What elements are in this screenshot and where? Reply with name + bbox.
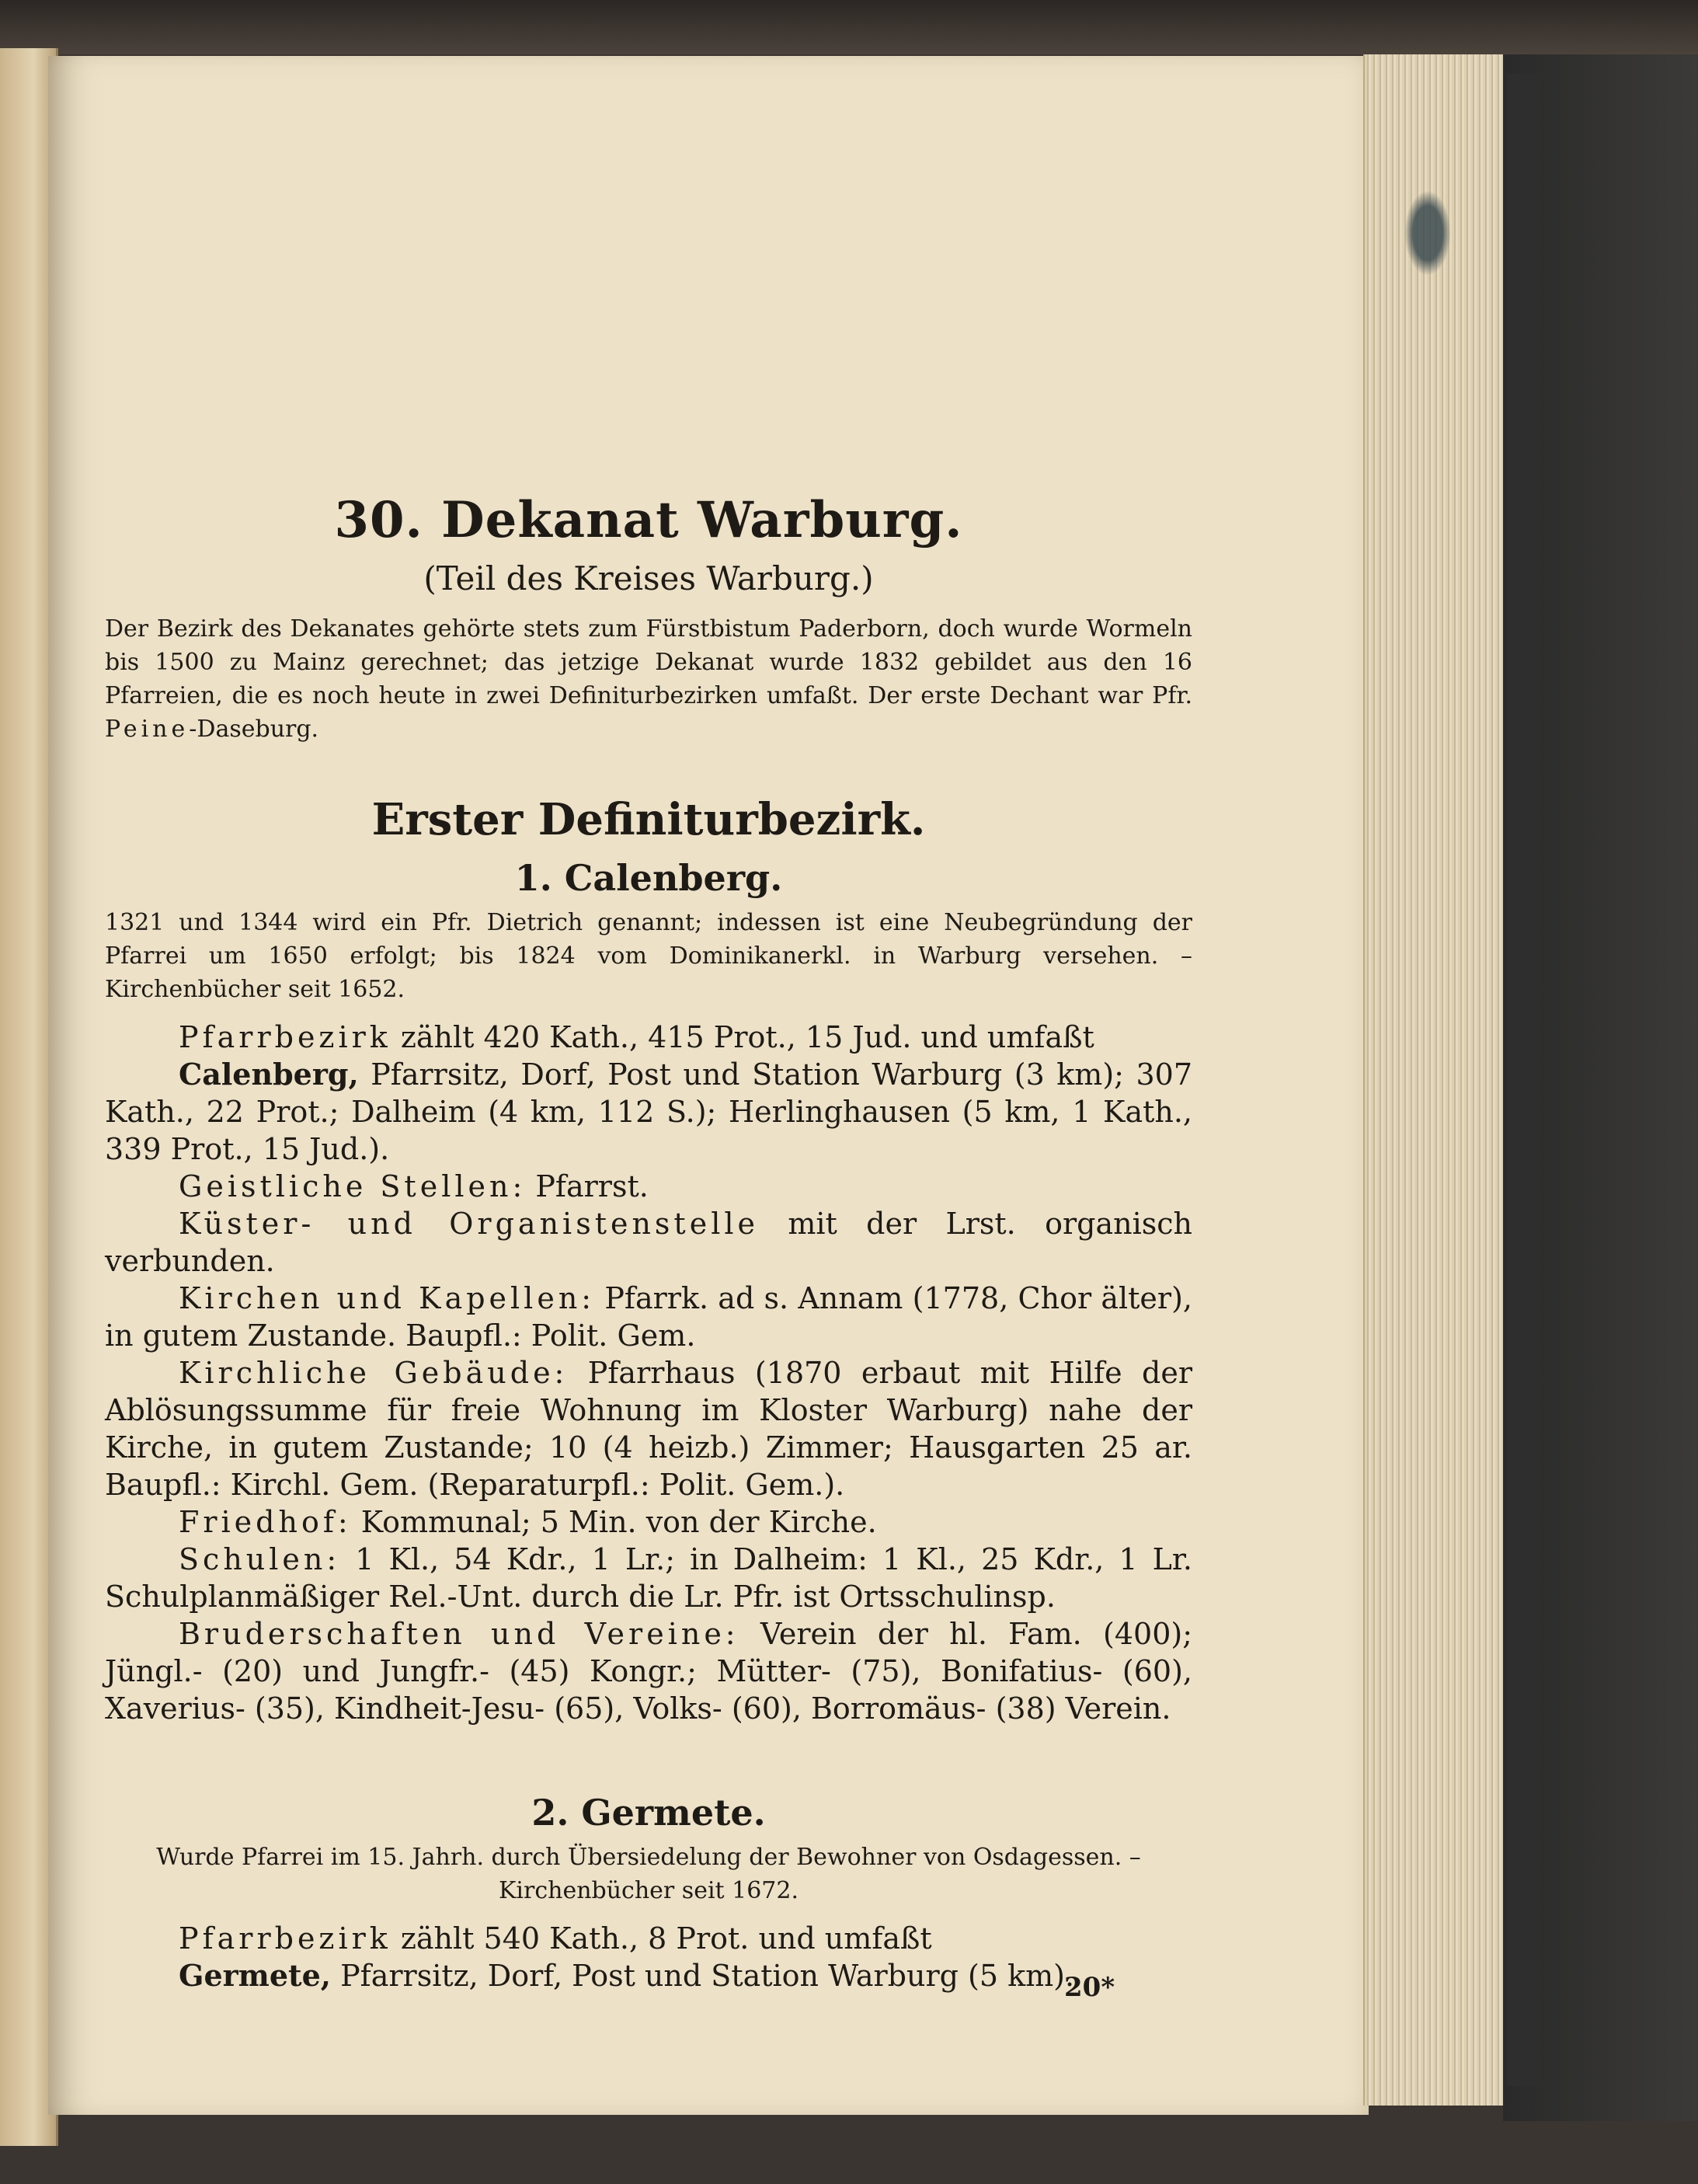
- history-calenberg: 1321 und 1344 wird ein Pfr. Dietrich genannt; indessen ist eine Neubegründung der Pfarrei um 1650 erfolgt; bis 1824 vom Dominikanerkl. in Warburg versehen. – Kirchenbücher seit 1652.: [105, 909, 1192, 1003]
- intro-name: Peine: [105, 716, 190, 743]
- pfarrbezirk-germete: [105, 1920, 1192, 1957]
- schulen-label: Schulen:: [179, 1542, 341, 1576]
- schulen-text: 1 Kl., 54 Kdr., 1 Lr.; in Dalheim: 1 Kl., 25 Kdr., 1 Lr. Schulplanmäßiger Rel.-Unt. durch die Lr. Pfr. ist Ortsschulinsp.: [105, 1542, 1192, 1614]
- intro-text-a: Der Bezirk des Dekanates gehörte stets zum Fürstbistum Paderborn, doch wurde Wormeln bis 1500 zu Mainz gerechnet; das jetzige Dekanat wurde 1832 gebildet aus den 16 Pfarreien, die es noch heute in zwei Definiturbezirken umfaßt. Der erste Dechant war Pfr.: [105, 615, 1192, 709]
- pfarrbezirk-label: Pfarrbezirk: [179, 1020, 391, 1054]
- stellen-calenberg: [105, 1168, 1192, 1205]
- pfarrbezirk-text: zählt 420 Kath., 415 Prot., 15 Jud. und umfaßt: [391, 1020, 1094, 1054]
- gebaeude-text: Pfarrhaus (1870 erbaut mit Hilfe der Ablösungssumme für freie Wohnung im Kloster Warburg) nahe der Kirche, in gutem Zustande; 10 (4 heizb.) Zimmer; Hausgarten 25 ar. Baupfl.: Kirchl. Gem. (Reparaturpfl.: Polit. Gem.).: [105, 1356, 1192, 1502]
- book-cover-inner: [1507, 74, 1542, 2086]
- place-calenberg: [105, 1056, 1192, 1168]
- gebaeude-label: Kirchliche Gebäude:: [179, 1356, 569, 1390]
- schulen-calenberg: [105, 1541, 1192, 1615]
- kirchen-label: Kirchen und Kapellen:: [179, 1281, 596, 1315]
- intro-paragraph: [105, 612, 1192, 746]
- friedhof-text: Kommunal; 5 Min. von der Kirche.: [351, 1505, 877, 1539]
- parish-title-germete: 2. Germete.: [531, 1792, 766, 1834]
- pfarrbezirk-calenberg: [105, 1019, 1192, 1056]
- vereine-label: Bruderschaften und Vereine:: [179, 1617, 739, 1651]
- vereine-calenberg: [105, 1615, 1192, 1727]
- page-subtitle: (Teil des Kreises Warburg.): [423, 559, 874, 597]
- kuester-text: mit der Lrst. organisch verbunden.: [105, 1207, 1192, 1278]
- friedhof-label: Friedhof:: [179, 1505, 352, 1539]
- page-number: 20*: [1064, 1972, 1115, 2003]
- page-stack-edges: [1363, 54, 1505, 2106]
- book-spine-top: [0, 0, 1698, 54]
- place-text: Pfarrsitz, Dorf, Post und Station Warburg (5 km).: [331, 1959, 1075, 1993]
- kuester-calenberg: [105, 1205, 1192, 1280]
- pfarrbezirk-text: zählt 540 Kath., 8 Prot. und umfaßt: [391, 1921, 932, 1956]
- place-germete: [105, 1957, 1192, 1994]
- pfarrbezirk-label: Pfarrbezirk: [179, 1921, 391, 1956]
- ink-stain: [1404, 190, 1451, 276]
- page-content: [105, 489, 1192, 1994]
- gebaeude-calenberg: [105, 1354, 1192, 1503]
- section-title: Erster Definiturbezirk.: [371, 794, 926, 845]
- stellen-label: Geistliche Stellen:: [179, 1169, 527, 1203]
- place-label: Calenberg,: [179, 1057, 359, 1092]
- vereine-text: Verein der hl. Fam. (400); Jüngl.- (20) und Jungfr.- (45) Kongr.; Mütter- (75), Bonifatius- (60), Xaverius- (35), Kindheit-Jesu- (65), Volks- (60), Borromäus- (38) Verein.: [105, 1617, 1193, 1726]
- place-label: Germete,: [179, 1958, 331, 1993]
- kuester-label: Küster- und Organistenstelle: [179, 1207, 759, 1241]
- kirchen-calenberg: [105, 1280, 1192, 1354]
- stellen-text: Pfarrst.: [526, 1169, 649, 1203]
- page-title: 30. Dekanat Warburg.: [334, 491, 963, 549]
- intro-text-b: -Daseburg.: [189, 716, 319, 743]
- friedhof-calenberg: [105, 1503, 1192, 1541]
- place-text: Pfarrsitz, Dorf, Post und Station Warburg (3 km); 307 Kath., 22 Prot.; Dalheim (4 km, 112 S.); Herlinghausen (5 km, 1 Kath., 339 Prot., 15 Jud.).: [105, 1057, 1192, 1166]
- kirchen-text: Pfarrk. ad s. Annam (1778, Chor älter), in gutem Zustande. Baupfl.: Polit. Gem.: [105, 1281, 1192, 1353]
- history-germete: Wurde Pfarrei im 15. Jahrh. durch Übersiedelung der Bewohner von Osdagessen. – Kirchenbücher seit 1672.: [156, 1844, 1141, 1904]
- parish-title-calenberg: 1. Calenberg.: [514, 857, 783, 899]
